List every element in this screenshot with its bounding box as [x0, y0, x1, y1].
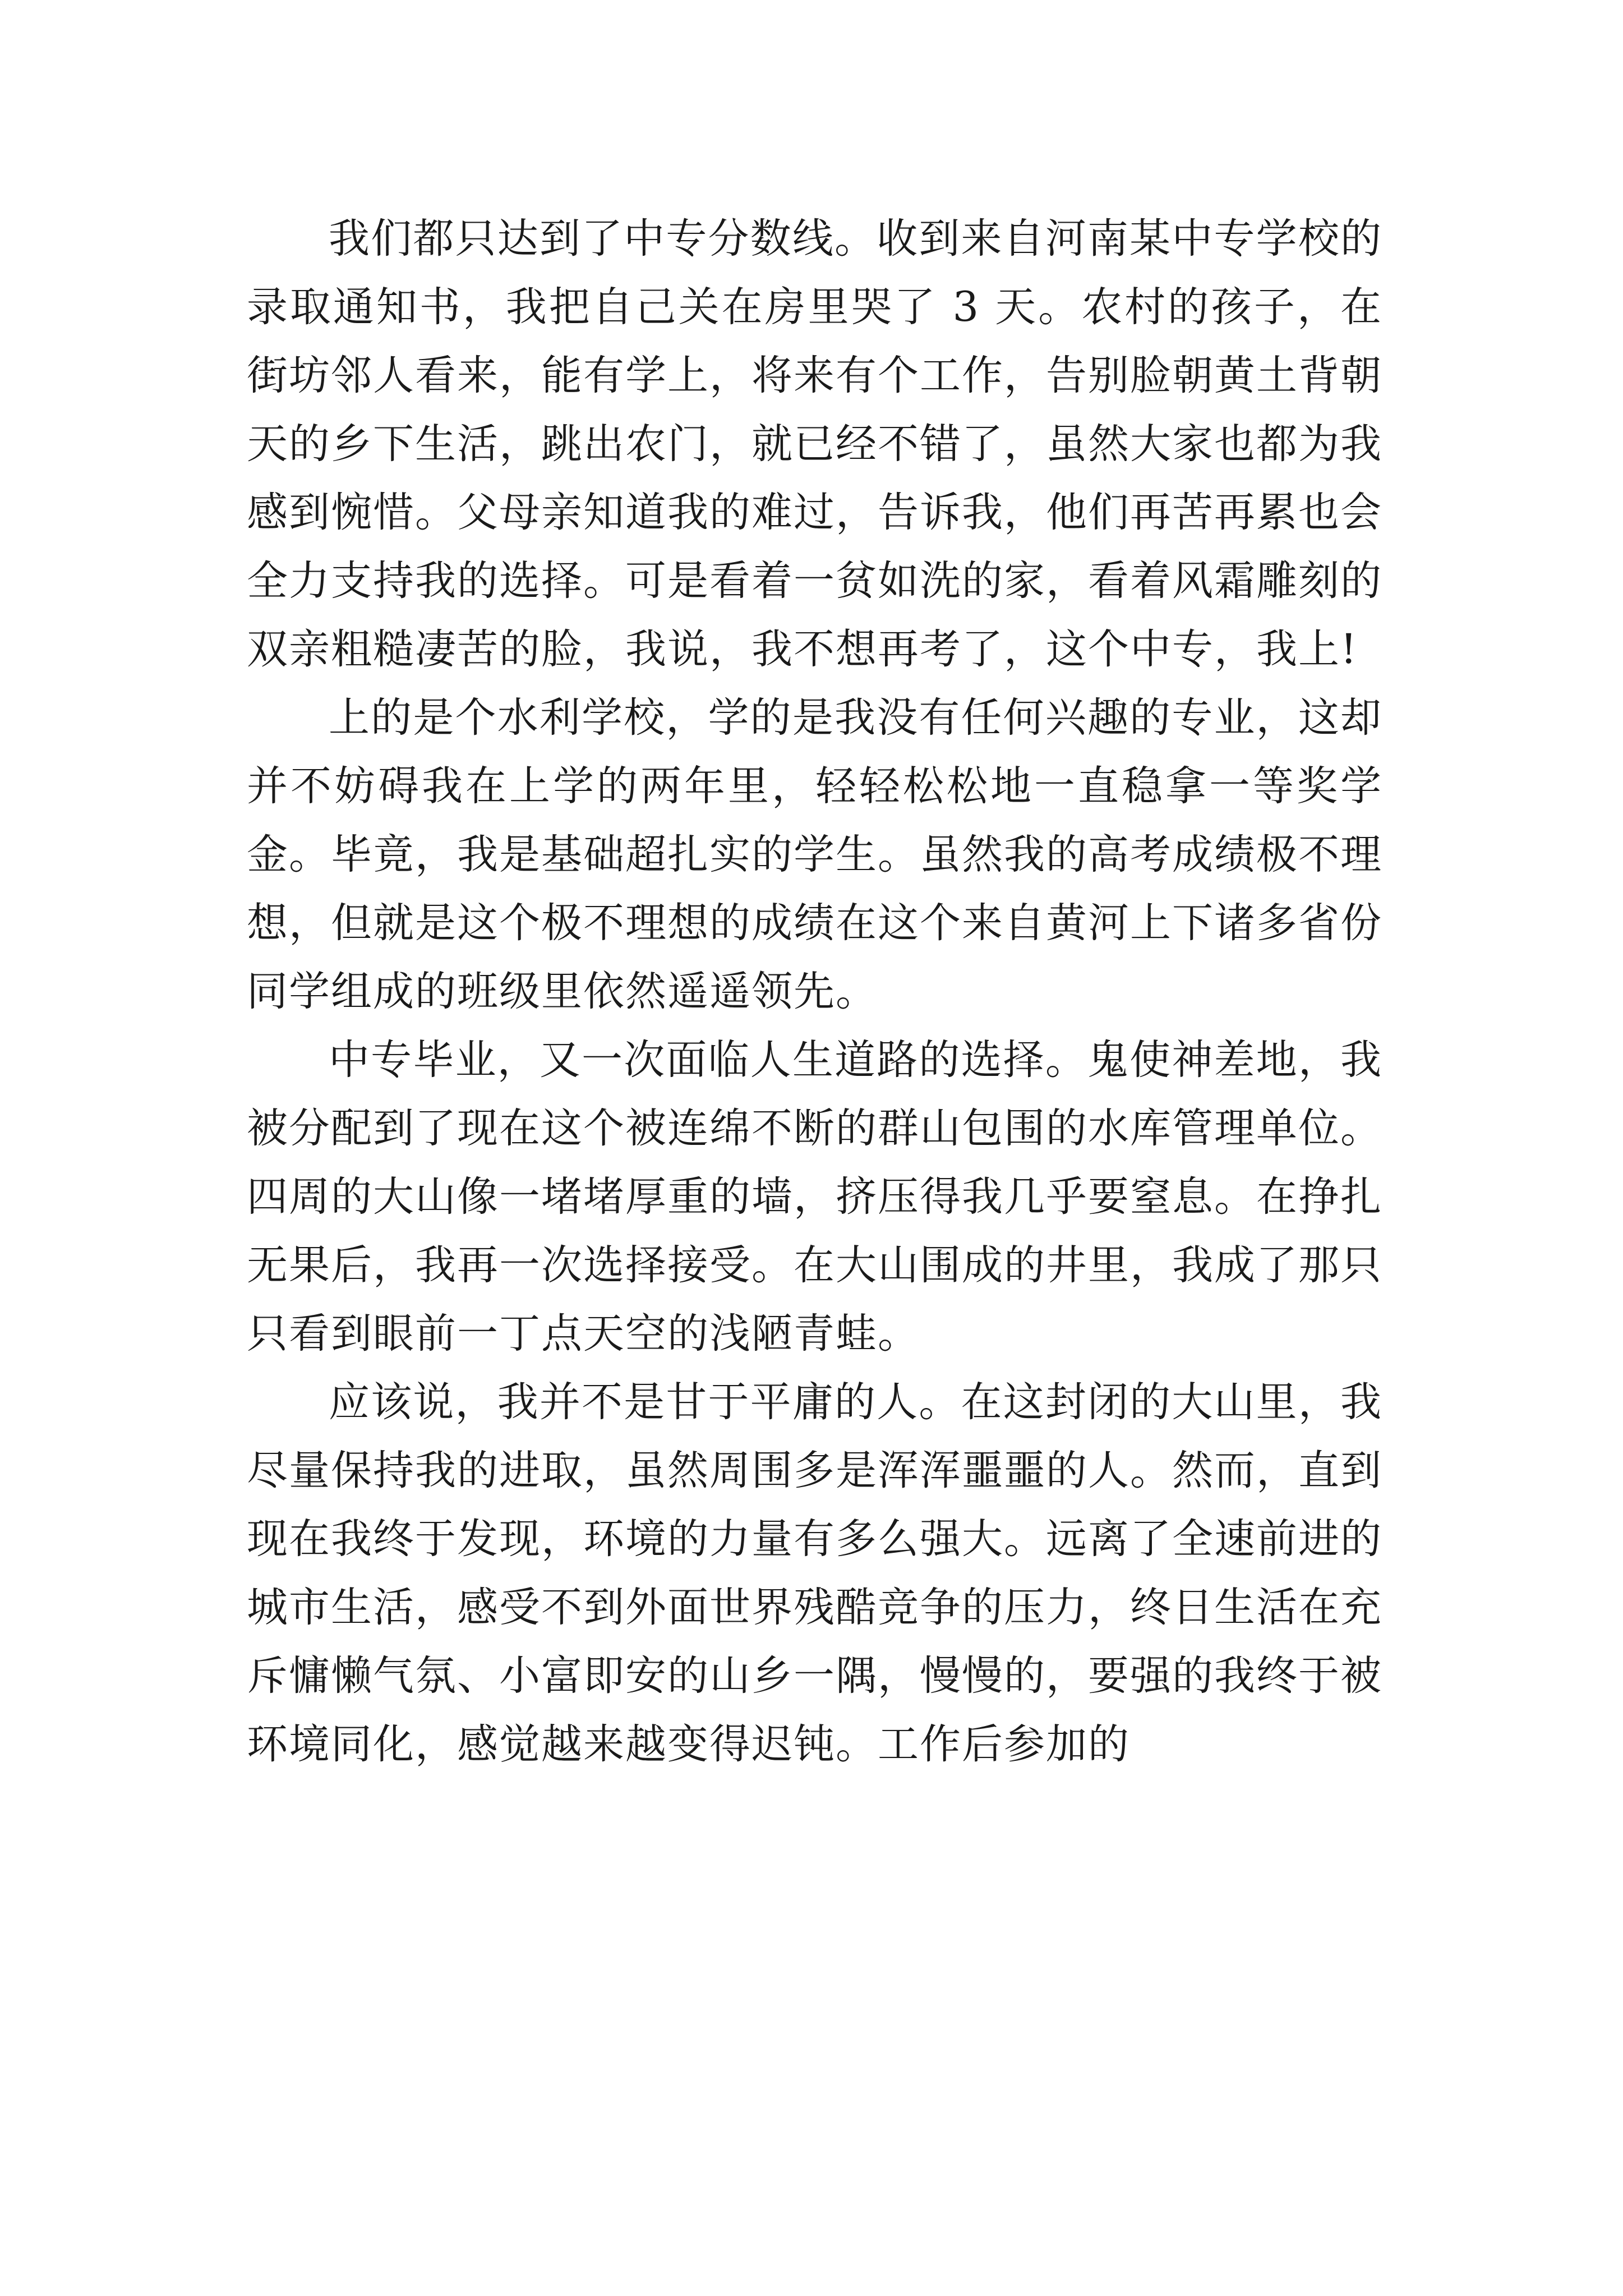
paragraph-4: 应该说，我并不是甘于平庸的人。在这封闭的大山里，我尽量保持我的进取，虽然周围多是浑浑噩噩的人。然而，直到现在我终于发现，环境的力量有多么强大。远离了全速前进的城市生活，感受不到外面世界残酷竞争的压力，终日生活在充斥慵懒气氛、小富即安的山乡一隅，慢慢的，要强的我终于被环境同化，感觉越来越变得迟钝。工作后参加的	[247, 1378, 1382, 1768]
paragraph-1: 我们都只达到了中专分数线。收到来自河南某中专学校的录取通知书，我把自己关在房里哭了 3 天。农村的孩子，在街坊邻人看来，能有学上，将来有个工作，告别脸朝黄土背朝天的乡下生活，跳出农门，就已经不错了，虽然大家也都为我感到惋惜。父母亲知道我的难过，告诉我，他们再苦再累也会全力支持我的选择。可是看着一贫如洗的家，看着风霜雕刻的双亲粗糙凄苦的脸，我说，我不想再考了，这个中专，我上!	[247, 215, 1382, 673]
document-body	[247, 205, 1382, 1779]
paragraph-3: 中专毕业，又一次面临人生道路的选择。鬼使神差地，我被分配到了现在这个被连绵不断的群山包围的水库管理单位。四周的大山像一堵堵厚重的墙，挤压得我几乎要窒息。在挣扎无果后，我再一次选择接受。在大山围成的井里，我成了那只只看到眼前一丁点天空的浅陋青蛙。	[247, 1036, 1382, 1358]
paragraph-2: 上的是个水利学校，学的是我没有任何兴趣的专业，这却并不妨碍我在上学的两年里，轻轻松松地一直稳拿一等奖学金。毕竟，我是基础超扎实的学生。虽然我的高考成绩极不理想，但就是这个极不理想的成绩在这个来自黄河上下诸多省份同学组成的班级里依然遥遥领先。	[247, 694, 1382, 1015]
